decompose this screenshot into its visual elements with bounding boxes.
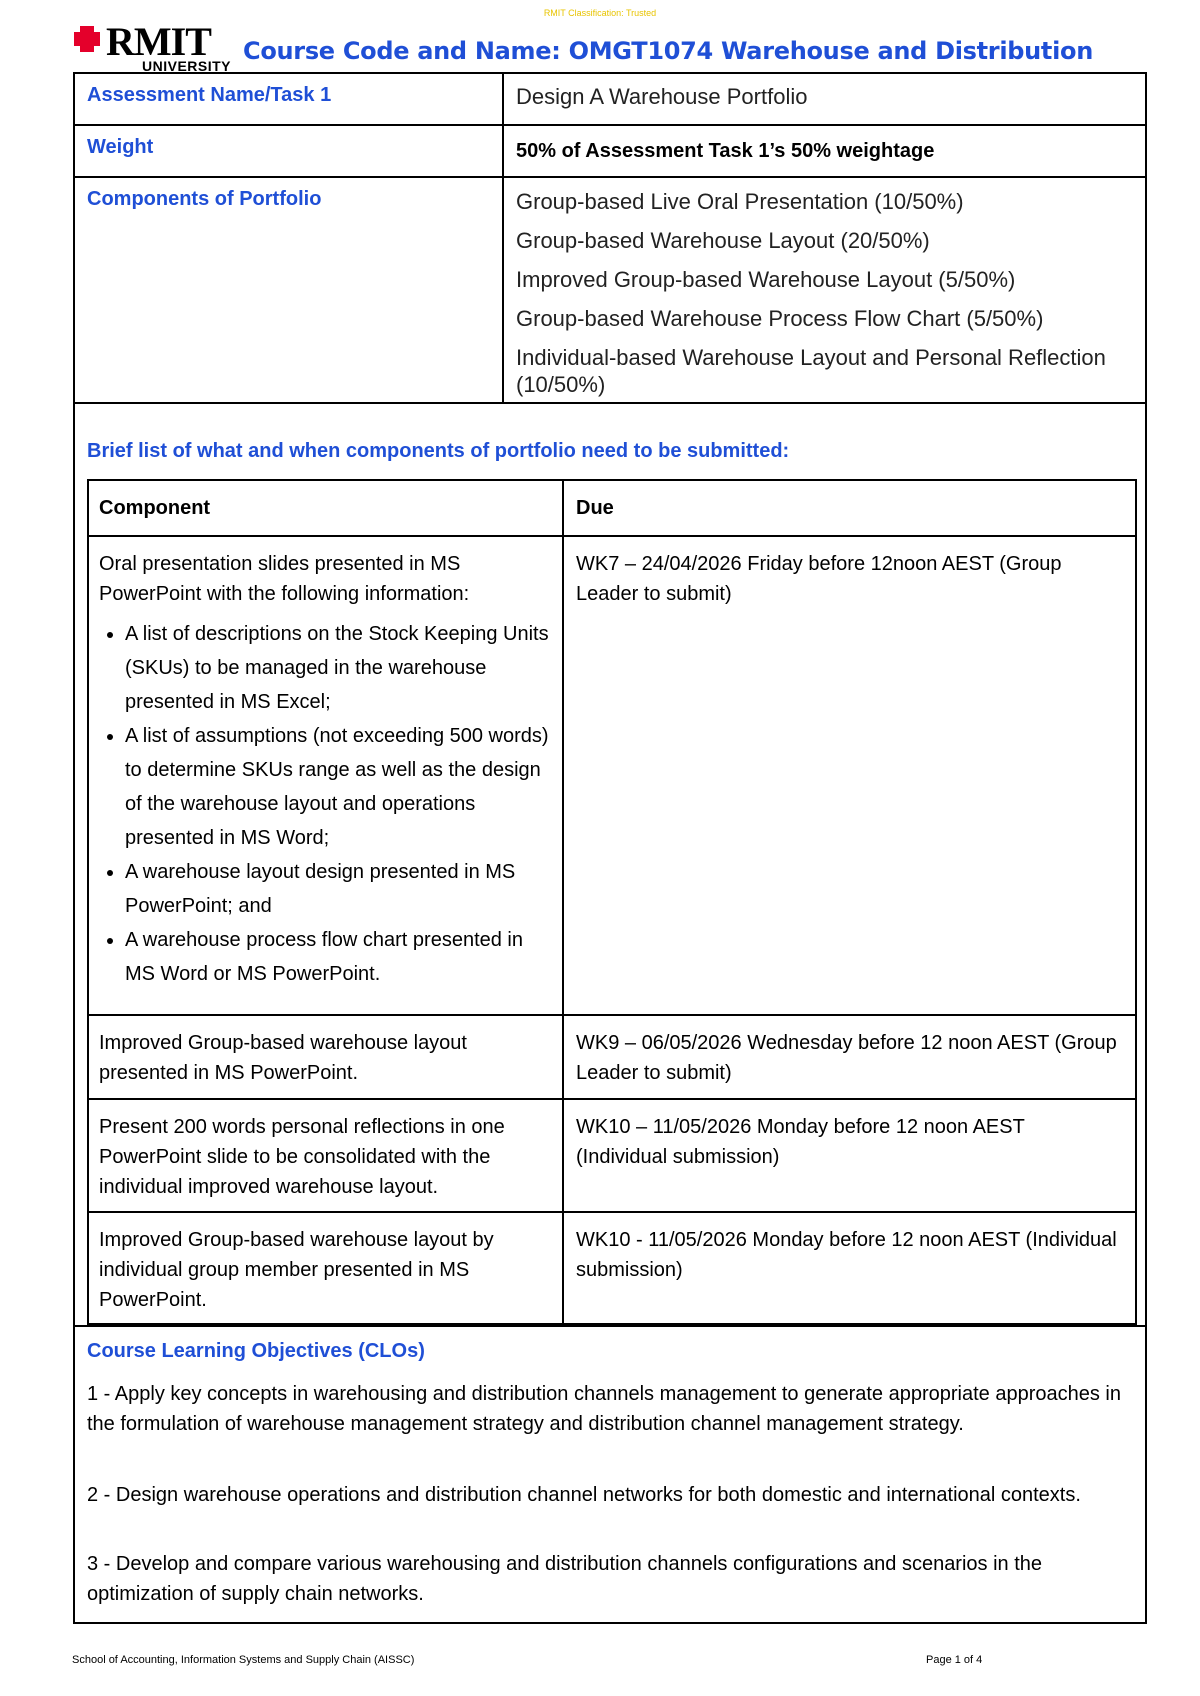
bullet-item: • A list of descriptions on the Stock Keeping Units (SKUs) to be managed in the warehouse presented in MS Excel; xyxy=(125,617,549,719)
assessment-name-value: Design A Warehouse Portfolio xyxy=(516,84,808,109)
component-cell: Improved Group-based warehouse layout by individual group member presented in MS PowerPoint. xyxy=(99,1229,494,1311)
component-cell: Present 200 words personal reflections in one PowerPoint slide to be consolidated with the individual improved warehouse layout. xyxy=(99,1116,505,1198)
weight-value: 50% of Assessment Task 1’s 50% weightage xyxy=(516,140,935,162)
clo-item: 3 - Develop and compare various warehousing and distribution channels configurations and scenarios in the optimization of supply chain networks. xyxy=(87,1553,1043,1605)
table-row xyxy=(89,1014,1135,1100)
due-cell: WK10 - 11/05/2026 Monday before 12 noon AEST (Individual submission) xyxy=(576,1229,1117,1281)
footer-school: School of Accounting, Information Systems and Supply Chain (AISSC) xyxy=(72,1654,415,1666)
component-item: Group-based Warehouse Process Flow Chart (5/50%) xyxy=(516,306,1044,331)
row-weight xyxy=(75,126,1145,178)
rmit-pixel-mark-icon xyxy=(72,24,102,54)
bullet-item: • A list of assumptions (not exceeding 500 words) to determine SKUs range as well as the design of the warehouse layout and operations presented in MS Word; xyxy=(125,719,549,855)
component-bullets xyxy=(99,617,549,991)
col-component-header: Component xyxy=(99,497,211,519)
course-title: Course Code and Name: OMGT1074 Warehouse and Distribution xyxy=(243,37,1094,65)
submission-heading: Brief list of what and when components of portfolio need to be submitted: xyxy=(87,440,790,462)
component-item: Group-based Live Oral Presentation (10/50%) xyxy=(516,189,964,214)
component-cell: Improved Group-based warehouse layout presented in MS PowerPoint. xyxy=(99,1032,467,1084)
bullet-item: • A warehouse process flow chart presented in MS Word or MS PowerPoint. xyxy=(125,923,549,991)
rmit-logo xyxy=(72,19,232,74)
col-due-header: Due xyxy=(576,497,614,519)
classification-label: RMIT Classification: Trusted xyxy=(543,8,657,18)
table-row xyxy=(89,1098,1135,1213)
clo-item: 1 - Apply key concepts in warehousing and distribution channels management to generate appropriate approaches in the formulation of warehouse management strategy and distribution channel management strategy. xyxy=(87,1383,1121,1435)
table-row xyxy=(89,1211,1135,1323)
assessment-table xyxy=(73,72,1147,1624)
submission-header-row xyxy=(89,481,1135,537)
logo-university: UNIVERSITY xyxy=(142,58,232,74)
component-item: Improved Group-based Warehouse Layout (5/50%) xyxy=(516,267,1016,292)
due-cell: WK7 – 24/04/2026 Friday before 12noon AEST (Group Leader to submit) xyxy=(576,553,1062,605)
components-label: Components of Portfolio xyxy=(87,188,322,210)
due-cell: WK9 – 06/05/2026 Wednesday before 12 noon AEST (Group Leader to submit) xyxy=(576,1032,1117,1084)
row-components xyxy=(75,178,1145,404)
component-item: Group-based Warehouse Layout (20/50%) xyxy=(516,228,930,253)
table-row xyxy=(89,535,1135,1016)
weight-label: Weight xyxy=(87,136,154,158)
clo-item: 2 - Design warehouse operations and distribution channel networks for both domestic and international contexts. xyxy=(87,1484,1081,1506)
logo-wordmark: RMIT xyxy=(106,19,211,64)
component-item: Individual-based Warehouse Layout and Personal Reflection (10/50%) xyxy=(516,345,1106,397)
assessment-name-label: Assessment Name/Task 1 xyxy=(87,84,332,106)
row-assessment-name xyxy=(75,74,1145,126)
component-cell xyxy=(99,549,549,991)
clo-heading: Course Learning Objectives (CLOs) xyxy=(87,1340,425,1362)
due-cell: WK10 – 11/05/2026 Monday before 12 noon AEST (Individual submission) xyxy=(576,1116,1025,1168)
component-text: Oral presentation slides presented in MS PowerPoint with the following information: xyxy=(99,553,470,605)
bullet-item: • A warehouse layout design presented in MS PowerPoint; and xyxy=(125,855,549,923)
footer-page-number: Page 1 of 4 xyxy=(926,1654,983,1666)
submission-table xyxy=(87,479,1137,1325)
components-list xyxy=(516,188,1126,410)
